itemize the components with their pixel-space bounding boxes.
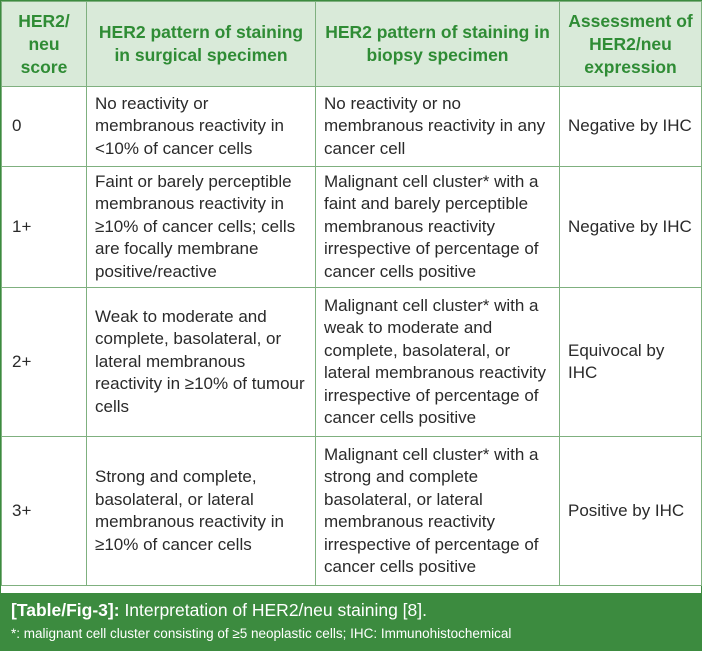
score-cell: 2+ xyxy=(2,288,87,437)
header-biopsy: HER2 pattern of staining in biopsy specimen xyxy=(316,2,560,87)
caption-footnote: *: malignant cell cluster consisting of ≥5 neoplastic cells; IHC: Immunohistochemical xyxy=(11,626,512,641)
caption-title xyxy=(11,599,427,621)
biopsy-cell: Malignant cell cluster* with a faint and barely perceptible membranous reactivity irrespective of percentage of cancer cells positive xyxy=(316,167,560,288)
her2-table xyxy=(1,1,702,586)
assessment-cell: Positive by IHC xyxy=(560,437,702,586)
assessment-cell: Equivocal by IHC xyxy=(560,288,702,437)
assessment-cell: Negative by IHC xyxy=(560,167,702,288)
caption-text: Interpretation of HER2/neu staining [8]. xyxy=(124,600,427,620)
header-surgical: HER2 pattern of staining in surgical specimen xyxy=(87,2,316,87)
score-cell: 3+ xyxy=(2,437,87,586)
score-cell: 0 xyxy=(2,87,87,167)
surgical-cell: No reactivity or membranous reactivity in <10% of cancer cells xyxy=(87,87,316,167)
biopsy-cell: Malignant cell cluster* with a strong and complete basolateral, or lateral membranous reactivity irrespective of percentage of cancer cells positive xyxy=(316,437,560,586)
table-row xyxy=(2,167,702,288)
assessment-cell: Negative by IHC xyxy=(560,87,702,167)
surgical-cell: Strong and complete, basolateral, or lateral membranous reactivity in ≥10% of cancer cells xyxy=(87,437,316,586)
header-score: HER2/ neu score xyxy=(2,2,87,87)
table-row xyxy=(2,437,702,586)
table-row xyxy=(2,288,702,437)
header-assessment: Assessment of HER2/neu expression xyxy=(560,2,702,87)
caption-label: [Table/Fig-3]: xyxy=(11,600,120,620)
biopsy-cell: Malignant cell cluster* with a weak to moderate and complete, basolateral, or lateral membranous reactivity irrespective of percentage of cancer cells positive xyxy=(316,288,560,437)
score-cell: 1+ xyxy=(2,167,87,288)
table-row xyxy=(2,87,702,167)
surgical-cell: Weak to moderate and complete, basolateral, or lateral membranous reactivity in ≥10% of tumour cells xyxy=(87,288,316,437)
surgical-cell: Faint or barely perceptible membranous reactivity in ≥10% of cancer cells; cells are focally membrane positive/reactive xyxy=(87,167,316,288)
figure-caption xyxy=(1,593,701,650)
header-row xyxy=(2,2,702,87)
biopsy-cell: No reactivity or no membranous reactivity in any cancer cell xyxy=(316,87,560,167)
